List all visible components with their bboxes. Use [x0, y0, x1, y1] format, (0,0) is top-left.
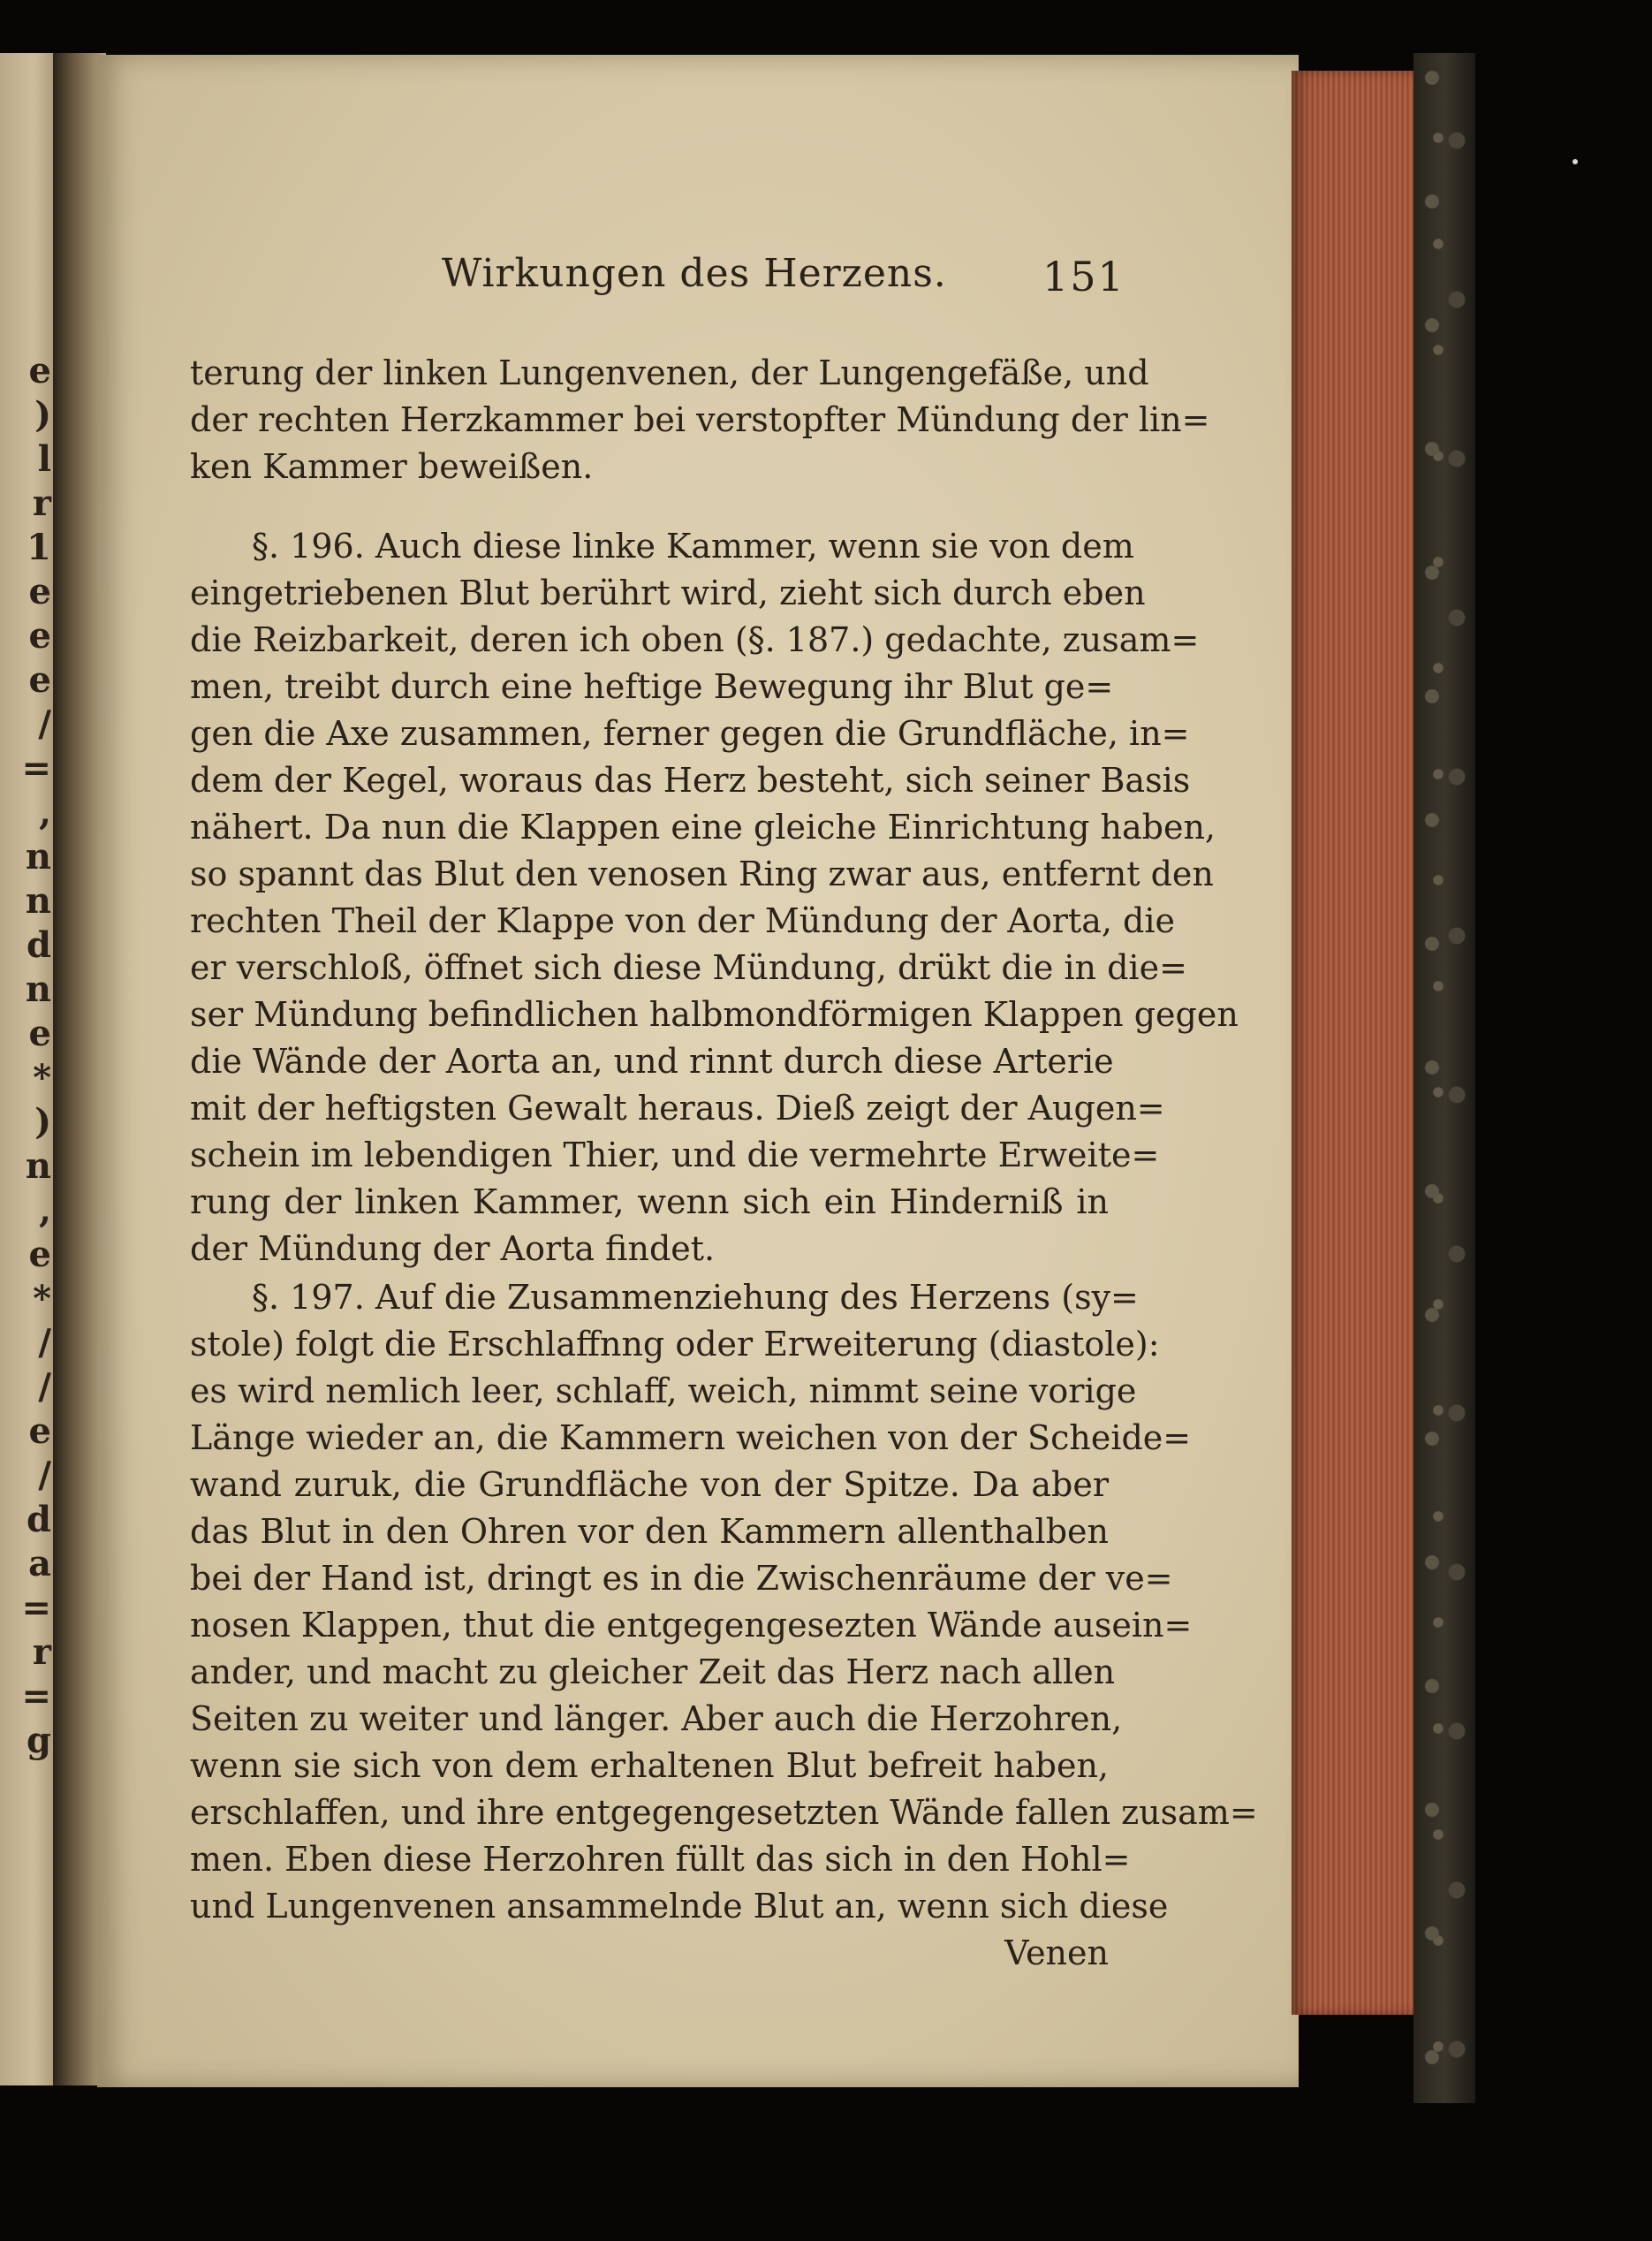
text-line: men. Eben diese Herzohren füllt das sich in den Hohl=	[190, 1840, 1131, 1879]
left-page-letter-fragment: =	[21, 748, 51, 789]
left-page-letter-fragment: *	[33, 1278, 51, 1319]
left-page-letter-fragment: ,	[39, 792, 51, 833]
text-line: men, treibt durch eine heftige Bewegung ihr Blut ge=	[190, 667, 1114, 706]
text-line: so spannt das Blut den venosen Ring zwar aus, entfernt den	[190, 855, 1214, 893]
text-line: und Lungenvenen ansammelnde Blut an, wenn sich diese	[190, 1887, 1169, 1926]
left-page-letter-fragment: e	[28, 350, 51, 391]
left-page-letter-fragment: e	[28, 1234, 51, 1275]
catchword: Venen	[1004, 1933, 1109, 1972]
left-page-letter-fragment: n	[25, 969, 51, 1010]
background-speck	[1572, 159, 1578, 164]
left-page-letter-fragment: 1	[27, 527, 51, 568]
left-page-letter-fragment: )	[34, 1101, 51, 1143]
text-line: die Reizbarkeit, deren ich oben (§. 187.) gedachte, zusam=	[190, 620, 1200, 659]
text-line: rung der linken Kammer, wenn sich ein Hinderniß in	[190, 1182, 1109, 1221]
left-page-letter-fragment: n	[25, 1145, 51, 1187]
text-line: terung der linken Lungenvenen, der Lungengefäße, und	[190, 353, 1149, 392]
left-page-letter-fragment: /	[38, 1455, 51, 1496]
left-page-letter-fragment: =	[21, 1587, 51, 1629]
text-line: der Mündung der Aorta findet.	[190, 1229, 716, 1268]
left-page-letter-fragment: /	[38, 1366, 51, 1408]
paragraph-196	[190, 523, 1239, 1272]
left-page-letter-fragment: *	[33, 1057, 51, 1098]
text-line: ser Mündung befindlichen halbmondförmigen Klappen gegen	[190, 995, 1239, 1034]
text-line: Länge wieder an, die Kammern weichen von der Scheide=	[190, 1418, 1192, 1457]
text-line: es wird nemlich leer, schlaff, weich, nimmt seine vorige	[190, 1371, 1137, 1410]
left-page-letter-fragment: g	[27, 1720, 51, 1761]
left-page-letter-fragment: r	[32, 1631, 51, 1673]
paragraph-continuation	[190, 350, 1210, 490]
text-line: nosen Klappen, thut die entgegengesezten Wände ausein=	[190, 1606, 1193, 1645]
marbled-cover	[1413, 53, 1475, 2103]
text-line: das Blut in den Ohren vor den Kammern allenthalben	[190, 1512, 1109, 1551]
text-line: der rechten Herzkammer bei verstopfter Mündung der lin=	[190, 400, 1210, 439]
text-line: erschlaffen, und ihre entgegengesetzten Wände fallen zusam=	[190, 1793, 1258, 1832]
text-line: er verschloß, öffnet sich diese Mündung, drükt die in die=	[190, 948, 1187, 987]
text-line: die Wände der Aorta an, und rinnt durch diese Arterie	[190, 1042, 1114, 1081]
left-page-letter-fragment: ,	[39, 1189, 51, 1231]
running-head: Wirkungen des Herzens.	[442, 251, 947, 296]
left-page-letter-fragment: n	[25, 880, 51, 922]
text-line: stole) folgt die Erschlaffnng oder Erweiterung (diastole):	[190, 1325, 1160, 1364]
paragraph-197	[190, 1274, 1258, 1977]
page-fore-edge	[1292, 71, 1424, 2015]
left-page-letter-fragment: a	[28, 1543, 51, 1584]
left-page-letter-fragment: e	[28, 615, 51, 657]
left-page-letter-fragment: l	[37, 438, 51, 480]
text-line: §. 197. Auf die Zusammenziehung des Herzens (sy=	[252, 1278, 1139, 1317]
left-page-letter-fragment: /	[38, 703, 51, 745]
page-number: 151	[1042, 253, 1125, 300]
text-line: mit der heftigsten Gewalt heraus. Dieß zeigt der Augen=	[190, 1089, 1165, 1128]
left-page-letter-fragment: d	[27, 1499, 51, 1540]
left-page-letter-fragment: =	[21, 1675, 51, 1717]
left-page-letter-fragment: )	[34, 394, 51, 436]
text-line: gen die Axe zusammen, ferner gegen die Grundfläche, in=	[190, 714, 1190, 753]
text-line: Seiten zu weiter und länger. Aber auch die Herzohren,	[190, 1699, 1123, 1738]
left-facing-page	[0, 53, 57, 2085]
text-line: schein im lebendigen Thier, und die vermehrte Erweite=	[190, 1136, 1160, 1174]
left-page-letter-fragment: e	[28, 659, 51, 701]
text-line: wenn sie sich von dem erhaltenen Blut befreit haben,	[190, 1746, 1109, 1785]
left-page-letter-fragment: n	[25, 836, 51, 877]
text-line: nähert. Da nun die Klappen eine gleiche Einrichtung haben,	[190, 808, 1216, 847]
text-line: ander, und macht zu gleicher Zeit das Herz nach allen	[190, 1652, 1116, 1691]
text-line: wand zuruk, die Grundfläche von der Spitze. Da aber	[190, 1465, 1109, 1504]
left-page-letter-fragment: d	[27, 924, 51, 966]
text-line: dem der Kegel, woraus das Herz besteht, sich seiner Basis	[190, 761, 1191, 800]
text-line: eingetriebenen Blut berührt wird, zieht sich durch eben	[190, 574, 1146, 612]
left-page-letter-fragment: r	[32, 482, 51, 524]
text-line: ken Kammer beweißen.	[190, 447, 594, 486]
left-page-letter-fragment: e	[28, 571, 51, 612]
text-line: bei der Hand ist, dringt es in die Zwischenräume der ve=	[190, 1559, 1173, 1598]
text-line: rechten Theil der Klappe von der Mündung der Aorta, die	[190, 901, 1175, 940]
text-line: §. 196. Auch diese linke Kammer, wenn sie von dem	[252, 527, 1134, 566]
left-page-letter-fragment: e	[28, 1410, 51, 1452]
left-page-letter-fragment: e	[28, 1013, 51, 1054]
left-page-letter-fragment: /	[38, 1322, 51, 1364]
